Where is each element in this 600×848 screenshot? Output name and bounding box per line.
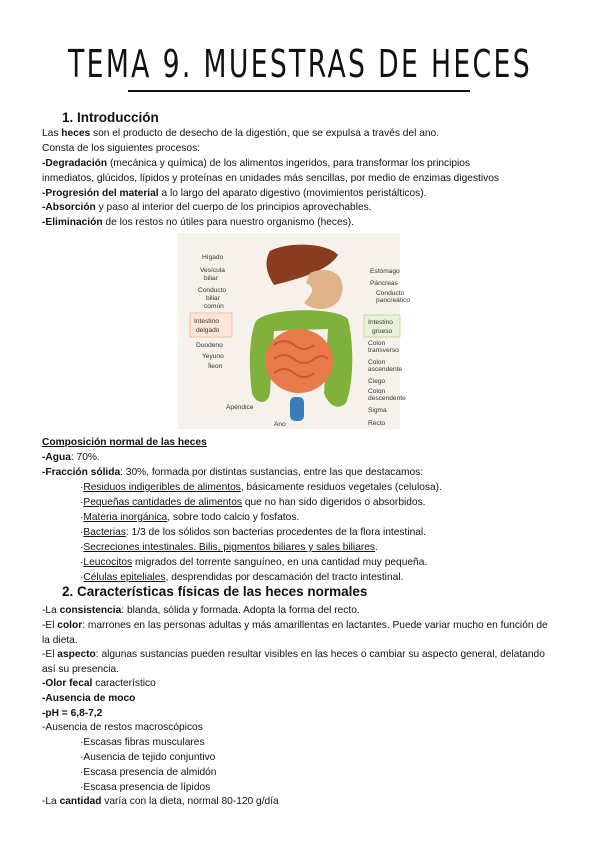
label-pancreatico: pancreático	[376, 297, 411, 304]
label-conducto-pancreatico: Conducto	[376, 290, 405, 297]
page-title: TEMA 9. MUESTRAS DE HECES	[68, 42, 532, 86]
physical-sub-item: ·Ausencia de tejido conjuntivo	[80, 752, 216, 763]
label-yeyuno: Yeyuno	[202, 353, 224, 360]
physical-restos: -Ausencia de restos macroscópicos	[42, 722, 203, 733]
composition-item: ·Residuos indigeribles de alimentos, básicamente residuos vegetales (celulosa).	[80, 482, 442, 493]
label-ascendente: ascendente	[368, 366, 403, 373]
intro-line-4: inmediatos, glúcidos, lípidos y proteínas en unidades más sencillas, por medio de enzimas digestivos	[42, 173, 499, 184]
physical-sub-item: ·Escasa presencia de almidón	[80, 767, 217, 778]
physical-heading: 2. Características físicas de las heces normales	[62, 584, 368, 599]
physical-consistencia: -La consistencia: blanda, sólida y formada. Adopta la forma del recto.	[42, 605, 360, 616]
label-grueso: grueso	[372, 328, 393, 335]
composition-solida: -Fracción sólida: 30%, formada por distintas sustancias, entre las que destacamos:	[42, 467, 424, 478]
physical-moco: -Ausencia de moco	[42, 693, 136, 704]
label-colon-3: Colon	[368, 388, 386, 395]
intro-line-3: -Degradación (mecánica y química) de los alimentos ingeridos, para transformar los principios	[42, 158, 471, 169]
intro-heading: 1. Introducción	[62, 110, 159, 125]
label-ileon: Íleon	[208, 363, 223, 370]
physical-sub-item: ·Escasas fibras musculares	[80, 737, 205, 748]
intro-line-7: -Eliminación de los restos no útiles para nuestro organismo (heces).	[42, 217, 354, 228]
label-colon-2: Colon	[368, 359, 386, 366]
label-vesicula: Vesícula	[200, 267, 225, 274]
label-apendice: Apéndice	[226, 404, 254, 411]
rectum-shape	[290, 397, 304, 421]
composition-item: ·Bacterias: 1/3 de los sólidos son bacterias procedentes de la flora intestinal.	[80, 527, 427, 538]
label-pancreas: Páncreas	[370, 280, 398, 287]
intro-line-5: -Progresión del material a lo largo del aparato digestivo (movimientos peristálticos).	[42, 188, 427, 199]
label-biliar-2: biliar	[206, 295, 220, 302]
intro-line-6: -Absorción y paso al interior del cuerpo de los principios aprovechables.	[42, 202, 372, 213]
label-estomago: Estómago	[370, 268, 400, 275]
label-duodeno: Duodeno	[196, 342, 223, 349]
composition-heading: Composición normal de las heces	[42, 437, 207, 448]
physical-cantidad: -La cantidad varía con la dieta, normal 80-120 g/día	[42, 796, 279, 807]
label-delgado: delgado	[196, 327, 220, 334]
label-higado: Hígado	[202, 254, 224, 261]
composition-item: ·Células epiteliales, desprendidas por descamación del tracto intestinal.	[80, 572, 404, 583]
physical-sub-item: ·Escasa presencia de lípidos	[80, 782, 211, 793]
label-ciego: Ciego	[368, 378, 386, 385]
intro-line-2: Consta de los siguientes procesos:	[42, 143, 200, 154]
composition-item: ·Secreciones intestinales. Bilis, pigmentos biliares y sales biliares.	[80, 542, 378, 553]
physical-aspecto: -El aspecto: algunas sustancias pueden resultar visibles en las heces o cambiar su aspecto general, delatando así su presencia.	[42, 649, 545, 675]
physical-color: -El color: marrones en las personas adultas y más amarillentas en lactantes. Puede variar mucho en función de la dieta.	[42, 620, 548, 646]
label-intestino-delgado: Intestino	[194, 318, 219, 325]
composition-agua: -Agua: 70%.	[42, 452, 100, 463]
label-ano: Ano	[274, 421, 286, 428]
physical-olor: -Olor fecal característico	[42, 678, 156, 689]
label-descendente: descendente	[368, 395, 406, 402]
label-intestino-grueso: Intestino	[368, 319, 393, 326]
digestive-system-illustration	[178, 233, 411, 429]
label-recto: Recto	[368, 420, 386, 427]
label-transverso: transverso	[368, 347, 399, 354]
label-conducto: Conducto	[198, 287, 227, 294]
label-sigma: Sigma	[368, 407, 387, 414]
intro-line-1: Las heces son el producto de desecho de la digestión, que se expulsa a través del ano.	[42, 128, 440, 139]
physical-ph: -pH = 6,8-7,2	[42, 708, 103, 719]
title-underline	[128, 90, 470, 92]
label-comun: común	[204, 303, 224, 310]
composition-item: ·Materia inorgánica, sobre todo calcio y fosfatos.	[80, 512, 300, 523]
composition-item: ·Pequeñas cantidades de alimentos que no han sido digeridos o absorbidos.	[80, 497, 426, 508]
label-biliar: biliar	[204, 275, 218, 282]
label-colon-1: Colon	[368, 340, 386, 347]
composition-item: ·Leucocitos migrados del torrente sanguíneo, en una cantidad muy pequeña.	[80, 557, 428, 568]
